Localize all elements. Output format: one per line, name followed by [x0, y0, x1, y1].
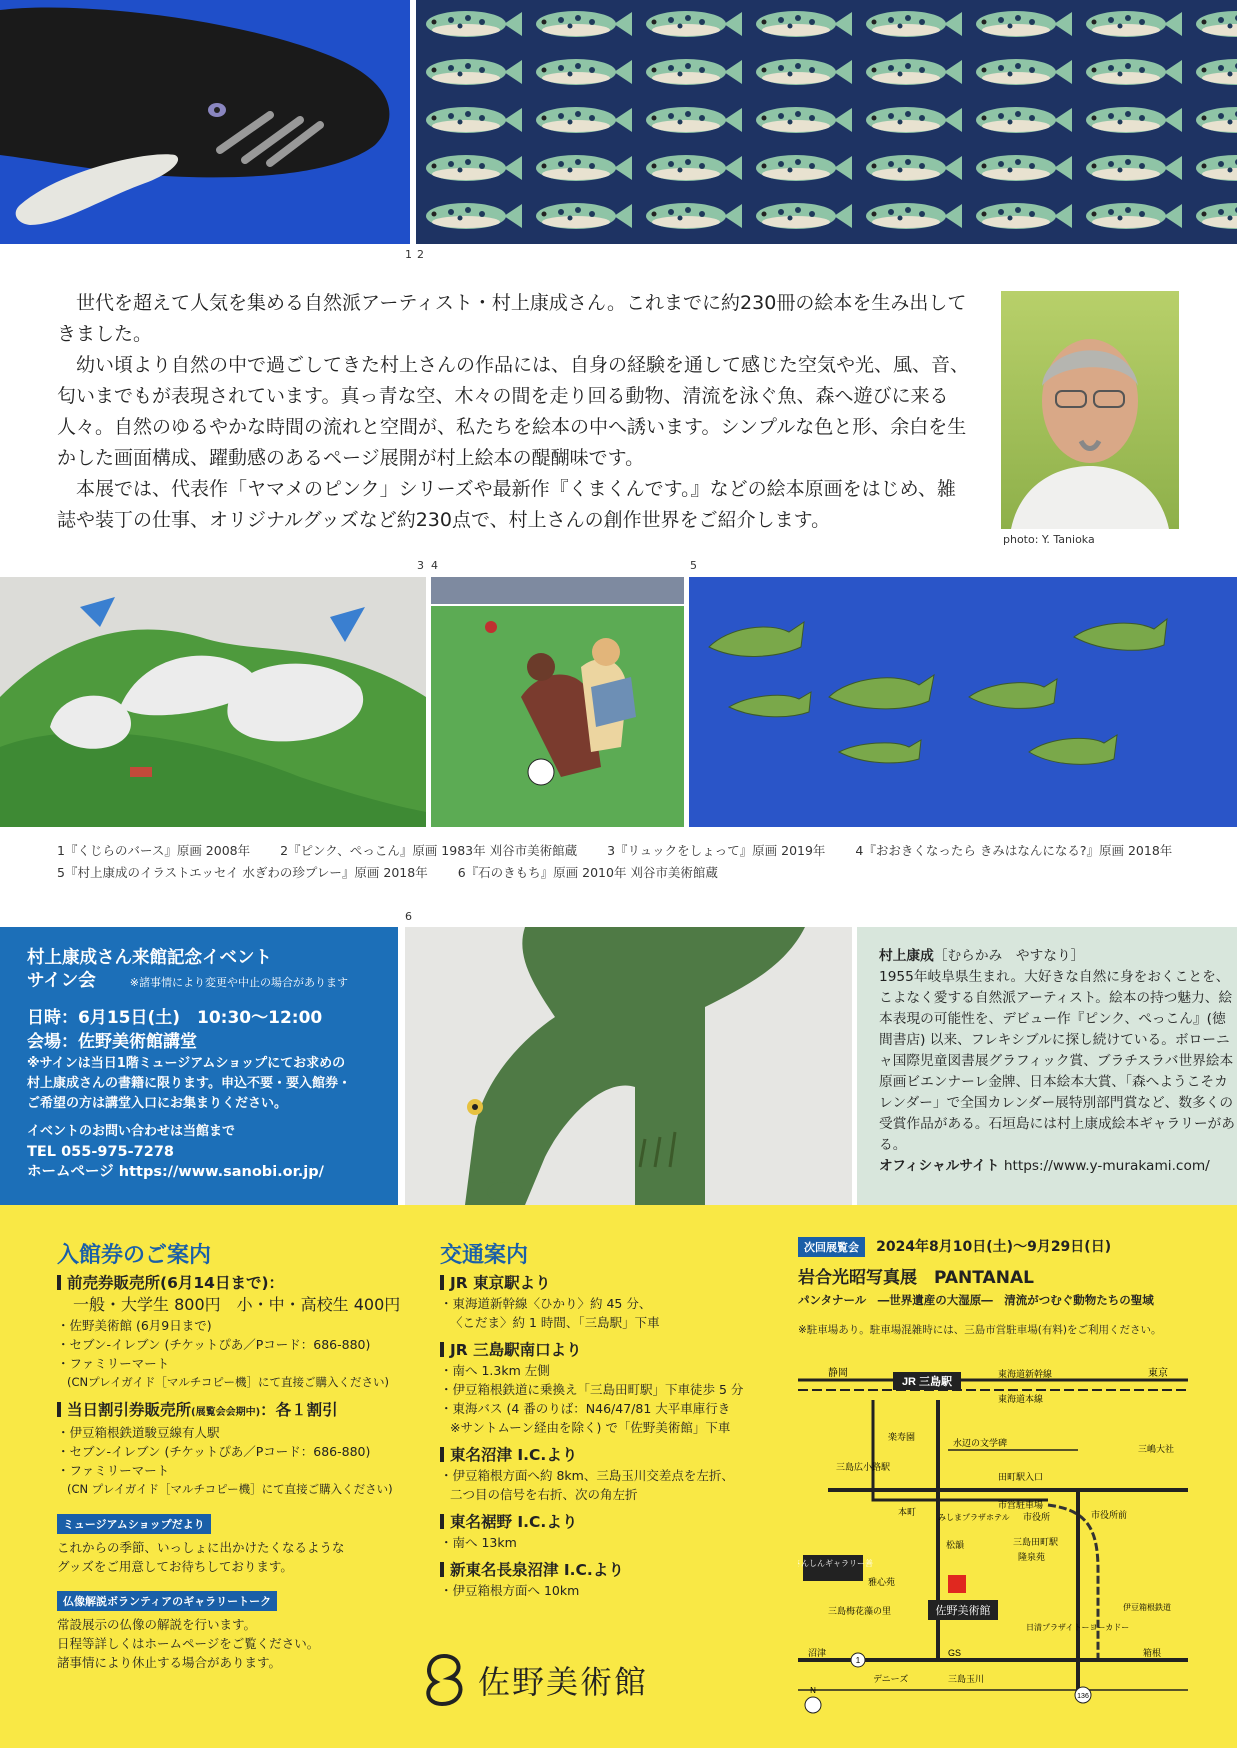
museum-logo-text: 佐野美術館: [478, 1663, 649, 1701]
event-subtitle: [27, 970, 398, 994]
artwork-whale: [0, 0, 410, 244]
caption-1: 1『くじらのバース』原画 2008年: [57, 843, 251, 858]
map-label-tamagawa: 三島玉川: [948, 1674, 985, 1684]
volunteer-talk-text: 日程等詳しくはホームページをご覧ください。: [57, 1636, 320, 1651]
museum-logo-mark: [420, 1652, 468, 1708]
volunteer-talk-tag: 仏像解説ボランティアのギャラリートーク: [57, 1591, 277, 1611]
museum-logo: [420, 1652, 648, 1708]
event-detail: 村上康成さんの書籍に限ります。申込不要・要入館券・: [27, 1076, 351, 1091]
access-route-detail: ・伊豆箱根方面へ 10km: [440, 1583, 580, 1598]
day-ticket-label: 当日割引券販売所: [67, 1401, 192, 1419]
intro-paragraph: 世代を超えて人気を集める自然派アーティスト・村上康成さん。これまでに約230冊の絵本を生み出してきました。: [57, 292, 967, 345]
figure-number-1: 1: [405, 248, 412, 261]
event-title: 村上康成さん来館記念イベント: [27, 948, 272, 968]
map-label-tamachi-iri: 田町駅入口: [998, 1472, 1044, 1482]
access-route-detail: 〈こだま〉約 1 時間、「三島駅」下車: [450, 1315, 660, 1330]
access-route-heading: [440, 1445, 770, 1466]
parking-note: ※駐車場あり。駐車場混雑時には、三島市営駐車場(有料)をご利用ください。: [798, 1324, 1162, 1336]
map-label-shiyakusho: 市役所: [1023, 1512, 1051, 1522]
ticket-info: [57, 1238, 417, 1672]
intro-text: [57, 288, 972, 536]
event-contact-label: イベントのお問い合わせは当館まで: [27, 1124, 236, 1139]
map-label-jr-mishima: JR 三島駅: [901, 1376, 953, 1388]
map-route-1: 1: [855, 1656, 861, 1665]
map-label-shinkansen: 東海道新幹線: [998, 1369, 1053, 1379]
access-route-label: JR 東京駅より: [450, 1274, 551, 1292]
map-label-shizuoka: 静岡: [828, 1368, 848, 1379]
next-exhibition-dates: 2024年8月10日(土)～9月29日(日): [876, 1239, 1112, 1255]
access-route-detail: ・南へ 13km: [440, 1535, 517, 1550]
map-label-honcho: 本町: [898, 1507, 917, 1517]
map-label-ryusenen: 隆泉苑: [1018, 1552, 1046, 1562]
event-note: ※諸事情により変更や中止の場合があります: [129, 976, 348, 989]
day-ticket-discount: ：各１割引: [260, 1401, 338, 1419]
figure-number-4: 4: [431, 559, 438, 572]
figure-number-3: 3: [417, 559, 424, 572]
photo-credit: photo: Y. Tanioka: [1003, 533, 1095, 546]
access-route-heading: [440, 1512, 770, 1533]
intro-paragraph: 本展では、代表作「ヤマメのピンク」シリーズや最新作『くまくんです。』などの絵本原画をはじめ、雑誌や装丁の仕事、オリジナルグッズなど約230点で、村上さんの創作世界をご紹介します。: [57, 478, 956, 531]
artist-profile: [857, 927, 1237, 1205]
caption-4: 4『おおきくなったら きみはなんになる?』原画 2018年: [855, 843, 1173, 858]
access-route-heading: [440, 1340, 770, 1361]
access-route-detail: ・南へ 1.3km 左側: [440, 1363, 550, 1378]
shop-news-text: グッズをご用意してお待ちしております。: [57, 1559, 293, 1574]
access-info: [440, 1238, 770, 1600]
next-exhibition: [798, 1236, 1208, 1337]
access-title: 交通案内: [440, 1243, 529, 1268]
event-datetime: 日時：6月15日(土) 10:30～12:00: [27, 1008, 323, 1028]
access-route-detail: ・伊豆箱根方面へ約 8km、三島玉川交差点を左折、: [440, 1468, 734, 1483]
artist-bio: 1955年岐阜県生まれ。大好きな自然に身をおくことを、こよなく愛する自然派アーティスト。絵本の持つ魅力、絵本表現の可能性を、デビュー作『ピンク、ぺっこん』(徳間書店) 以来、フレキシブルに探し続けている。ボローニャ国際児童図書展グラフィック賞、ブラチスラバ世界絵本原画ビエンナーレ金牌、日本絵本大賞、「森へようこそカレンダー」で全国カレンダー展特別部門賞など、数多くの受賞作品がある。石垣島には村上康成絵本ギャラリーがある。: [879, 969, 1235, 1153]
access-route-detail: 二つ目の信号を右折、次の角左折: [450, 1487, 638, 1502]
map-north: N: [810, 1686, 816, 1695]
access-route-detail: ・東海バス (4 番のりば：N46/47/81 大平車庫行き: [440, 1401, 731, 1416]
ticket-outlet: ・佐野美術館 (6月9日まで): [57, 1318, 212, 1333]
advance-ticket-heading: [57, 1273, 417, 1294]
event-box: [0, 927, 398, 1205]
ticket-title: 入館券のご案内: [57, 1243, 212, 1268]
map-label-taisha: 三嶋大社: [1138, 1444, 1175, 1454]
ticket-outlet: ・ファミリーマート: [57, 1356, 170, 1371]
map-label-baikamo: 三島梅花藻の里: [828, 1606, 892, 1616]
map-label-tokyo: 東京: [1148, 1368, 1168, 1379]
shop-news-tag: ミュージアムショップだより: [57, 1514, 211, 1534]
ticket-outlet-note: (CN プレイガイド［マルチコピー機］にて直接ご購入ください): [67, 1482, 393, 1496]
map-label-shiyakusho-mae: 市役所前: [1091, 1510, 1128, 1520]
next-exhibition-tag: 次回展覧会: [798, 1237, 865, 1257]
caption-6: 6『石のきもち』原画 2010年 刈谷市美術館蔵: [457, 865, 718, 880]
event-detail: ご希望の方は講堂入口にお集まりください。: [27, 1096, 288, 1111]
map-route-136: 136: [1077, 1693, 1089, 1700]
access-route-label: 東名裾野 I.C.より: [450, 1513, 578, 1531]
map-label-dennys: デニーズ: [873, 1674, 909, 1684]
ticket-outlet-note: (CNプレイガイド［マルチコピー機］にて直接ご購入ください): [67, 1375, 389, 1389]
figure-number-5: 5: [690, 559, 697, 572]
official-site-label: オフィシャルサイト: [879, 1158, 1000, 1174]
access-route-label: 東名沼津 I.C.より: [450, 1446, 578, 1464]
map-label-numazu: 沼津: [808, 1648, 827, 1658]
figure-number-2: 2: [417, 248, 424, 261]
artwork-captions: [57, 840, 1198, 884]
shop-news-text: これからの季節、いっしょに出かけたくなるような: [57, 1540, 345, 1555]
map-label-honsen: 東海道本線: [998, 1394, 1044, 1404]
artist-name: 村上康成: [879, 948, 934, 964]
map-label-mizube: 水辺の文学碑: [953, 1438, 1008, 1448]
caption-3: 3『リュックをしょって』原画 2019年: [607, 843, 826, 858]
artwork-fish-school: [416, 0, 1237, 244]
ticket-outlet: ・セブン-イレブン (チケットぴあ／Pコード：686-880): [57, 1444, 371, 1459]
volunteer-talk-text: 諸事情により休止する場合があります。: [57, 1655, 282, 1670]
map-label-gs: GS: [948, 1648, 962, 1658]
access-route-label: 新東名長泉沼津 I.C.より: [450, 1561, 624, 1579]
event-homepage-link[interactable]: ホームページ https://www.sanobi.or.jp/: [27, 1164, 324, 1180]
map-label-sano: 佐野美術館: [935, 1605, 991, 1617]
event-type: サイン会: [27, 971, 96, 991]
access-route-heading: [440, 1273, 770, 1294]
artist-reading: ［むらかみ やすなり］: [933, 948, 1085, 964]
volunteer-talk-text: 常設展示の仏像の解説を行います。: [57, 1617, 257, 1632]
caption-2: 2『ピンク、ぺっこん』原画 1983年 刈谷市美術館蔵: [280, 843, 578, 858]
map-label-izu: 伊豆箱根鉄道: [1123, 1603, 1171, 1612]
access-route-detail: ・東海道新幹線〈ひかり〉約 45 分、: [440, 1296, 652, 1311]
day-ticket-heading: [57, 1400, 417, 1423]
next-exhibition-subtitle: パンタナール ―世界遺産の大湿原― 清流がつむぐ動物たちの聖域: [798, 1293, 1154, 1307]
official-site-link[interactable]: https://www.y-murakami.com/: [1003, 1158, 1210, 1174]
ticket-outlet: ・ファミリーマート: [57, 1463, 170, 1478]
access-route-label: JR 三島駅南口より: [450, 1341, 582, 1359]
map-label-gayoen: 雅心苑: [868, 1577, 896, 1587]
artwork-soccer: [431, 577, 684, 827]
access-route-detail: ※サントムーン経由を除く) で「佐野美術館」下車: [450, 1420, 731, 1435]
map-label-nitto: 日清プラザイトーヨーカドー: [1026, 1623, 1130, 1632]
event-detail: ※サインは当日1階ミュージアムショップにてお求めの: [27, 1056, 346, 1071]
ticket-outlet: ・セブン-イレブン (チケットぴあ／Pコード：686-880): [57, 1337, 371, 1352]
caption-5: 5『村上康成のイラストエッセイ 水ぎわの珍プレー』原画 2018年: [57, 865, 428, 880]
map-label-hirokoji: 三島広小路駅: [836, 1462, 891, 1472]
day-ticket-period: (展覧会会期中): [191, 1407, 261, 1418]
artwork-forest-clouds: [0, 577, 426, 827]
map-label-matsubara: 松韻: [946, 1540, 965, 1550]
artist-portrait: [1001, 291, 1179, 529]
figure-number-6: 6: [405, 910, 412, 923]
map-label-hakone: 箱根: [1143, 1648, 1162, 1658]
event-tel: TEL 055-975-7278: [27, 1144, 175, 1160]
artwork-trout-swimming: [689, 577, 1237, 827]
map-label-hotel: みしまプラザホテル: [938, 1513, 1010, 1522]
ticket-price: 一般・大学生 800円 小・中・高校生 400円: [73, 1295, 401, 1314]
map-label-parking: 市営駐車場: [998, 1500, 1044, 1510]
next-exhibition-title: 岩合光昭写真展 PANTANAL: [798, 1268, 1034, 1288]
ticket-outlet: ・伊豆箱根鉄道駿豆線有人駅: [57, 1425, 220, 1440]
map-label-rakujuen: 楽寿園: [888, 1432, 916, 1442]
access-route-detail: ・伊豆箱根鉄道に乗換え「三島田町駅」下車徒歩 5 分: [440, 1382, 744, 1397]
intro-paragraph: 幼い頃より自然の中で過ごしてきた村上さんの作品には、自身の経験を通して感じた空気や光、風、音、匂いまでもが表現されています。真っ青な空、木々の間を走り回る動物、清流を泳ぐ魚、森へ遊びに来る人々。自然のゆるやかな時間の流れと空間が、私たちを絵本の中へ誘います。シンプルな色と形、余白を生かした画面構成、躍動感のあるページ展開が村上絵本の醍醐味です。: [57, 354, 970, 469]
event-venue: 会場：佐野美術館講堂: [27, 1032, 197, 1052]
map-label-tamachi: 三島田町駅: [1013, 1537, 1059, 1547]
artwork-dinosaur: [405, 927, 852, 1205]
map-label-sanshin: さんしんギャラリー善: [798, 1559, 873, 1568]
access-map: [798, 1360, 1188, 1740]
advance-ticket-label: 前売券販売所(6月14日まで)：: [67, 1274, 285, 1292]
access-route-heading: [440, 1560, 770, 1581]
